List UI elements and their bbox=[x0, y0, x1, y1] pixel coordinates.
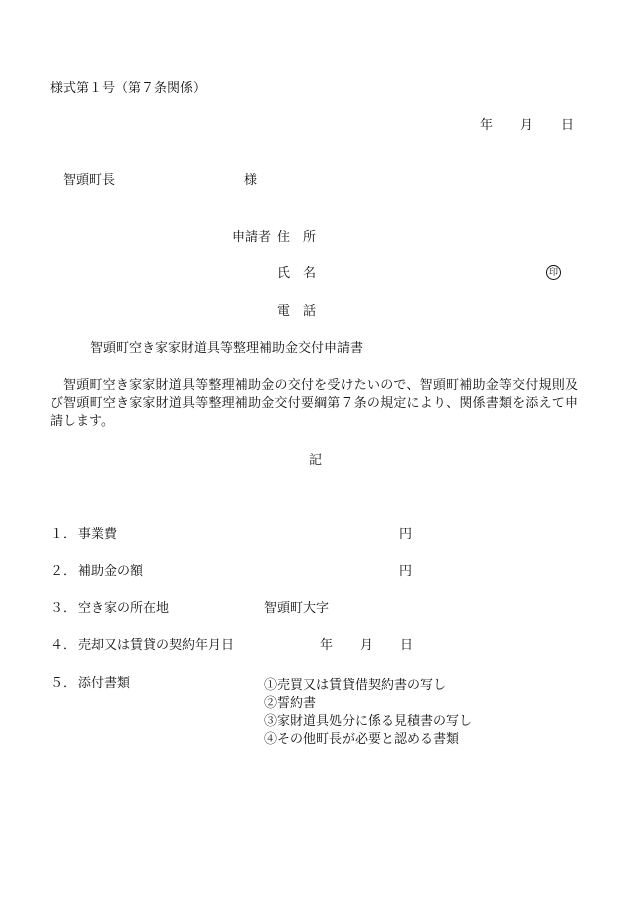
address-label: 住 所 bbox=[277, 230, 317, 245]
seal-mark: 印 bbox=[546, 265, 561, 280]
item-number: １． bbox=[50, 527, 77, 542]
attachment-item: ④その他町長が必要と認める書類 bbox=[264, 732, 460, 747]
contract-year-label: 年 bbox=[320, 638, 334, 653]
document-title: 智頭町空き家家財道具等整理補助金交付申請書 bbox=[90, 341, 364, 356]
ki-label: 記 bbox=[309, 453, 323, 468]
item-label-contract-date: 売却又は賃貸の契約年月日 bbox=[78, 638, 235, 653]
date-day-label: 日 bbox=[561, 118, 575, 133]
item-location-value: 智頭町大字 bbox=[264, 601, 330, 616]
item-unit-yen: 円 bbox=[399, 527, 413, 542]
item-number: ４． bbox=[50, 638, 77, 653]
item-label-subsidy-amount: 補助金の額 bbox=[78, 564, 144, 579]
item-number: ３． bbox=[50, 601, 77, 616]
item-number: ２． bbox=[50, 564, 77, 579]
attachment-item: ③家財道具処分に係る見積書の写し bbox=[264, 714, 473, 729]
item-number: ５． bbox=[50, 676, 77, 691]
body-paragraph: 智頭町空き家家財道具等整理補助金の交付を受けたいので、智頭町補助金等交付規則及び智頭町空き家家財道具等整理補助金交付要綱第７条の規定により、関係書類を添えて申請します。 bbox=[50, 378, 578, 429]
addressee-name: 智頭町長 bbox=[63, 173, 116, 188]
applicant-label: 申請者 bbox=[232, 230, 272, 245]
attachment-item: ①売買又は賃貸借契約書の写し bbox=[264, 678, 447, 693]
attachments-list bbox=[264, 677, 472, 749]
date-month-label: 月 bbox=[520, 118, 534, 133]
item-label-attachments: 添付書類 bbox=[78, 676, 131, 691]
date-year-label: 年 bbox=[480, 118, 494, 133]
contract-month-label: 月 bbox=[360, 638, 374, 653]
addressee-honorific: 様 bbox=[244, 173, 258, 188]
name-label: 氏 名 bbox=[277, 266, 317, 281]
item-label-location: 空き家の所在地 bbox=[78, 601, 170, 616]
attachment-item: ②誓約書 bbox=[264, 696, 317, 711]
item-unit-yen: 円 bbox=[399, 564, 413, 579]
form-number: 様式第１号（第７条関係） bbox=[50, 81, 207, 96]
contract-day-label: 日 bbox=[400, 638, 414, 653]
item-label-business-cost: 事業費 bbox=[78, 527, 118, 542]
phone-label: 電 話 bbox=[277, 304, 317, 319]
